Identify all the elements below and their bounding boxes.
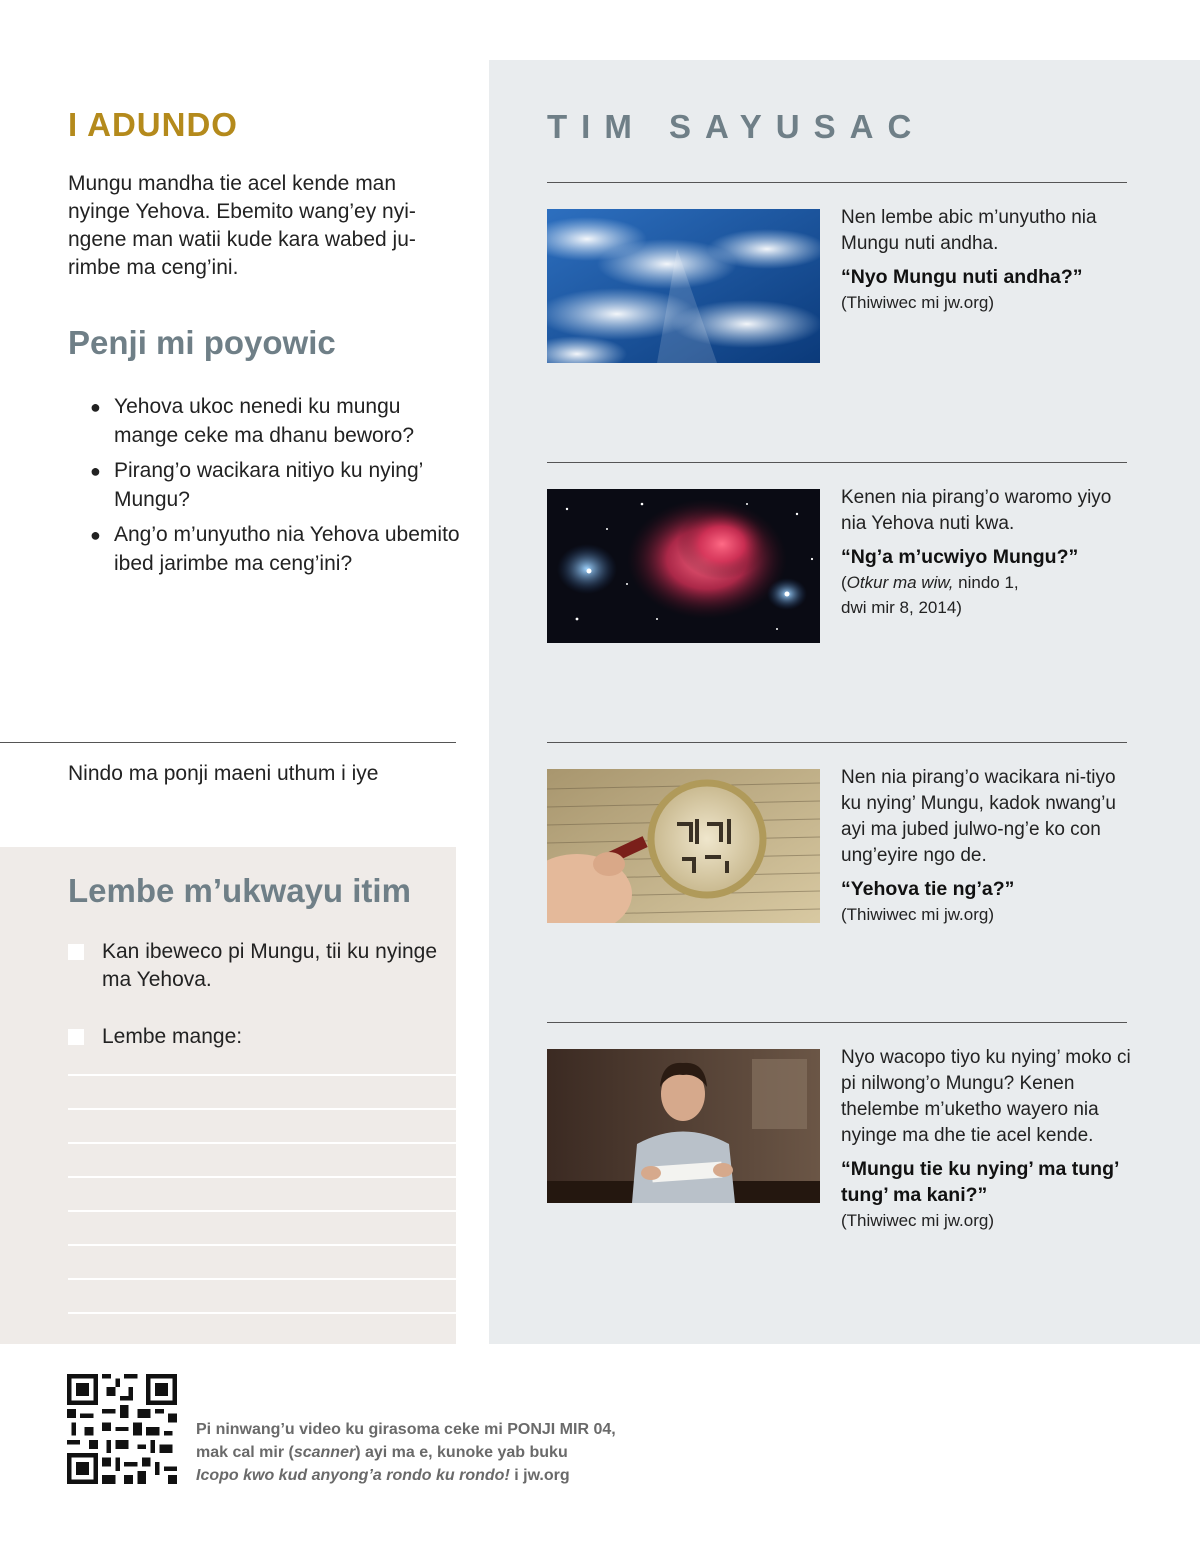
entry-link-title[interactable]: “Yehova tie ng’a?” <box>841 878 1015 900</box>
checkbox-label: Kan ibeweco pi Mungu, tii ku nyinge ma Yehova. <box>102 940 438 991</box>
review-title: Lembe m’ukwayu itim <box>68 872 411 909</box>
writing-line[interactable] <box>68 1074 456 1076</box>
entry-link-title[interactable]: “Nyo Mungu nuti andha?” <box>841 266 1083 288</box>
entry-card <box>841 205 1131 315</box>
nebula-photo <box>547 489 820 643</box>
checkbox[interactable] <box>68 944 84 960</box>
review-checkbox-item[interactable] <box>68 1023 438 1051</box>
divider <box>547 742 1127 743</box>
writing-line[interactable] <box>68 1176 456 1178</box>
entry-card <box>841 765 1131 927</box>
question-item: ● Yehova ukoc nenedi ku mungu mange ceke ma dhanu beworo? <box>90 395 415 447</box>
checkbox-label: Lembe mange: <box>102 1025 243 1048</box>
checkbox[interactable] <box>68 1029 84 1045</box>
more-title: TIM SAYUSAC <box>547 108 926 145</box>
entry-link-title[interactable]: “Mungu tie ku nying’ ma tung’ tung’ ma kani?” <box>841 1158 1119 1206</box>
question-item: ● Pirang’o wacikara nitiyo ku nying’ Mungu? <box>90 459 423 511</box>
writing-line[interactable] <box>68 1142 456 1144</box>
divider <box>547 182 1127 183</box>
man-reading-photo <box>547 1049 820 1203</box>
writing-line[interactable] <box>68 1278 456 1280</box>
question-item: ● Ang’o m’unyutho nia Yehova ubemito ibed jarimbe ma ceng’ini? <box>90 523 460 575</box>
writing-line[interactable] <box>68 1244 456 1246</box>
qr-code-icon[interactable] <box>67 1374 177 1484</box>
entry-card <box>841 1045 1131 1233</box>
divider <box>547 462 1127 463</box>
entry-description: Nen nia pirang’o wacikara ni-tiyo ku nying’ Mungu, kadok nwang’u ayi ma jubed julwo-ng’e ko con ung’eyire ngo de. <box>841 767 1116 866</box>
divider <box>0 742 456 743</box>
sky-clouds-photo <box>547 209 820 363</box>
entry-card <box>841 485 1131 620</box>
memo-label: Nindo ma ponji maeni uthum i iye <box>68 762 379 785</box>
entry-description: Nen lembe abic m’unyutho nia Mungu nuti andha. <box>841 207 1097 254</box>
bullet-icon: ● <box>90 525 101 545</box>
entry-source: (Otkur ma wiw, nindo 1, dwi mir 8, 2014) <box>841 573 1019 617</box>
writing-line[interactable] <box>68 1312 456 1314</box>
entry-link-title[interactable]: “Ng’a m’ucwiyo Mungu?” <box>841 546 1079 568</box>
entry-source: (Thiwiwec mi jw.org) <box>841 1211 995 1230</box>
magnifier-hebrew-photo <box>547 769 820 923</box>
bullet-icon: ● <box>90 461 101 481</box>
entry-description: Kenen nia pirang’o waromo yiyo nia Yehova nuti kwa. <box>841 487 1112 534</box>
bullet-icon: ● <box>90 397 101 417</box>
writing-line[interactable] <box>68 1108 456 1110</box>
writing-line[interactable] <box>68 1210 456 1212</box>
summary-text: Mungu mandha tie acel kende man nyinge Yehova. Ebemito wang’ey nyi-ngene man watii kude kara wabed ju-rimbe ma ceng’ini. <box>68 172 416 279</box>
entry-description: Nyo wacopo tiyo ku nying’ moko ci pi nilwong’o Mungu? Kenen thelembe m’uketho wayero nia nyinge ma dhe tie acel kende. <box>841 1047 1131 1146</box>
questions-list <box>90 393 470 585</box>
summary-title: I ADUNDO <box>68 106 238 143</box>
review-checkbox-item[interactable] <box>68 938 438 994</box>
footer-note: Pi ninwang’u video ku girasoma ceke mi PONJI MIR 04, mak cal mir (scanner) ayi ma e, kunoke yab buku Icopo kwo kud anyong’a rondo ku rondo! i jw.org <box>196 1421 616 1484</box>
questions-title: Penji mi poyowic <box>68 324 336 361</box>
review-panel <box>0 847 456 1344</box>
entry-source: (Thiwiwec mi jw.org) <box>841 905 995 924</box>
divider <box>547 1022 1127 1023</box>
entry-source: (Thiwiwec mi jw.org) <box>841 293 995 312</box>
